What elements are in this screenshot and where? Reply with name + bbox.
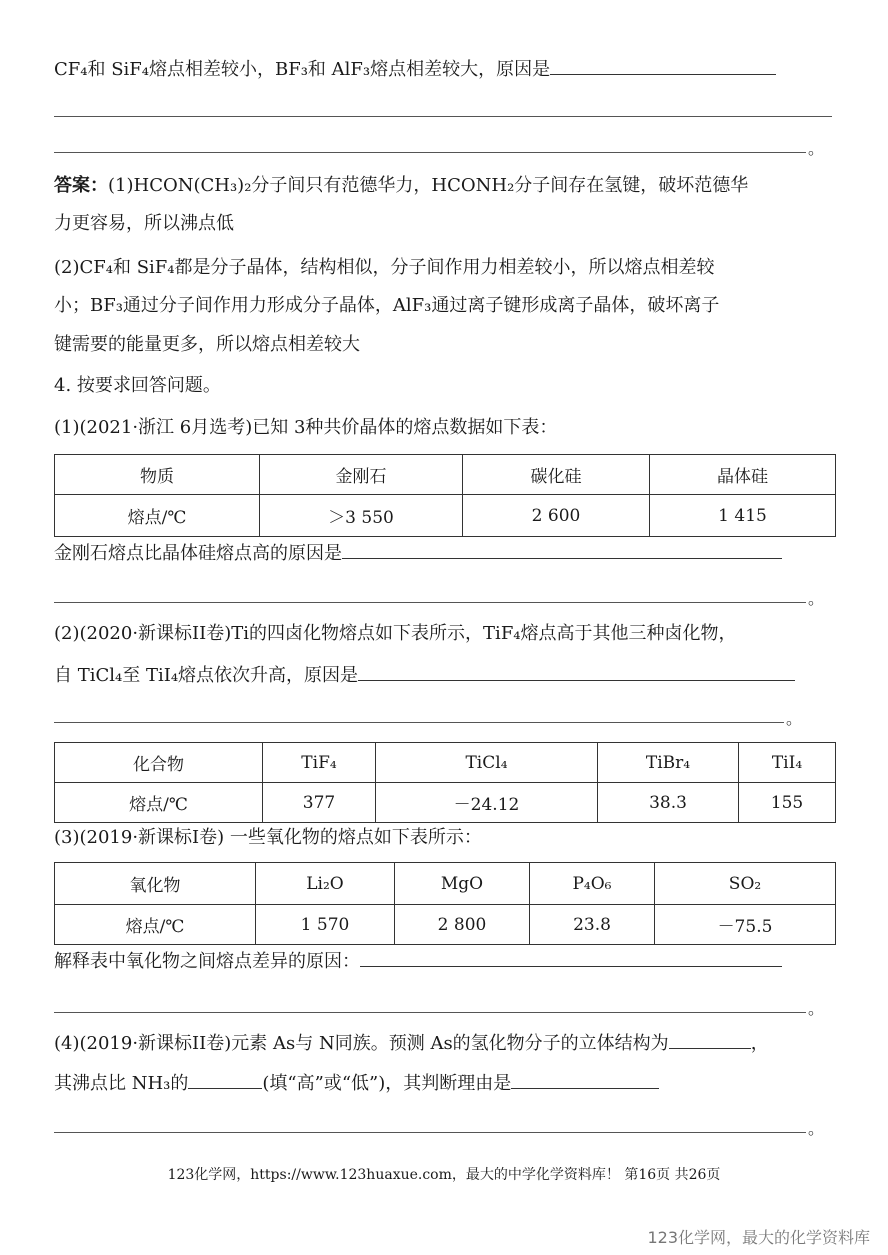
table-header-cell: 氧化物	[55, 863, 256, 905]
watermark: 123化学网，最大的化学资料库	[647, 1228, 870, 1247]
table-cell: 熔点/℃	[55, 905, 256, 945]
table-header-cell: MgO	[395, 863, 530, 905]
answer-blank[interactable]	[669, 1030, 751, 1049]
period-mark: 。	[808, 999, 825, 1018]
table-cell: 1 415	[650, 495, 836, 537]
question-text: 解释表中氧化物之间熔点差异的原因：	[54, 951, 360, 972]
covalent-crystal-table	[54, 454, 836, 537]
answer-line[interactable]	[54, 1012, 806, 1013]
question-4-title: 4. 按要求回答问题。	[54, 375, 221, 396]
table-header-cell: Li₂O	[256, 863, 395, 905]
q4-part2-question	[54, 662, 795, 688]
table-cell: ＞3 550	[260, 495, 463, 537]
table-header-cell: 晶体硅	[650, 455, 836, 495]
q4-part4-line2	[54, 1070, 659, 1096]
period-mark: 。	[808, 1119, 825, 1138]
answer-blank[interactable]	[511, 1070, 659, 1089]
table-cell: 2 800	[395, 905, 530, 945]
table-cell: 377	[263, 783, 376, 823]
question-text: 自 TiCl₄至 TiI₄熔点依次升高，原因是	[54, 665, 359, 686]
period-mark: 。	[808, 139, 825, 158]
answer-line-4: 小；BF₃通过分子间作用力形成分子晶体，AlF₃通过离子键形成离子晶体，破坏离子	[54, 295, 720, 316]
q4-part2-intro: (2)(2020·新课标II卷)Ti的四卤化物熔点如下表所示，TiF₄熔点高于其他三种卤化物，	[54, 623, 737, 644]
table-header-cell: 碳化硅	[463, 455, 650, 495]
table-cell: 155	[739, 783, 836, 823]
question-text: 金刚石熔点比晶体硅熔点高的原因是	[54, 543, 342, 564]
period-mark: 。	[786, 709, 803, 728]
question-text: (填“高”或“低”)，其判断理由是	[262, 1073, 512, 1094]
table-header-cell: 金刚石	[260, 455, 463, 495]
table-header-cell: TiI₄	[739, 743, 836, 783]
table-header-cell: 化合物	[55, 743, 263, 783]
oxide-table	[54, 862, 836, 945]
answer-blank[interactable]	[358, 662, 795, 681]
answer-line[interactable]	[54, 1132, 806, 1133]
table-header-cell: P₄O₆	[530, 863, 655, 905]
table-header-cell: TiBr₄	[598, 743, 739, 783]
answer-blank[interactable]	[550, 56, 776, 75]
table-cell: －75.5	[655, 905, 836, 945]
table-header-cell: TiCl₄	[376, 743, 598, 783]
answer-line[interactable]	[54, 152, 806, 153]
answer-line-2: 力更容易，所以沸点低	[54, 213, 234, 234]
table-header-cell: 物质	[55, 455, 260, 495]
table-header-cell: TiF₄	[263, 743, 376, 783]
table-cell: －24.12	[376, 783, 598, 823]
table-header-cell: SO₂	[655, 863, 836, 905]
q4-part3-question	[54, 948, 782, 974]
table-cell: 23.8	[530, 905, 655, 945]
question-text: (4)(2019·新课标II卷)元素 As与 N同族。预测 As的氢化物分子的立体结构为	[54, 1033, 669, 1054]
titanium-halide-table	[54, 742, 836, 823]
answer-blank[interactable]	[360, 948, 782, 967]
answer-line[interactable]	[54, 116, 832, 117]
answer-text: (1)HCON(CH₃)₂分子间只有范德华力，HCONH₂分子间存在氢键，破坏范德华	[108, 175, 749, 196]
q4-part4-line1	[54, 1030, 769, 1056]
q4-part3-intro: (3)(2019·新课标I卷) 一些氧化物的熔点如下表所示：	[54, 827, 482, 848]
table-cell: 2 600	[463, 495, 650, 537]
table-cell: 1 570	[256, 905, 395, 945]
table-cell: 熔点/℃	[55, 495, 260, 537]
question-line	[54, 56, 776, 82]
period-mark: 。	[808, 589, 825, 608]
q4-part1-question	[54, 540, 782, 566]
table-cell: 熔点/℃	[55, 783, 263, 823]
question-text: 其沸点比 NH₃的	[54, 1073, 189, 1094]
answer-line-5: 键需要的能量更多，所以熔点相差较大	[54, 334, 360, 355]
answer-line[interactable]	[54, 722, 784, 723]
answer-line[interactable]	[54, 602, 806, 603]
answer-line-1	[54, 174, 748, 198]
table-cell: 38.3	[598, 783, 739, 823]
page-footer: 123化学网，https://www.123huaxue.com，最大的中学化学资料库！ 第16页 共26页	[167, 1167, 721, 1183]
comma: ，	[750, 1033, 769, 1054]
q4-part1-intro: (1)(2021·浙江 6月选考)已知 3种共价晶体的熔点数据如下表：	[54, 417, 558, 438]
answer-line-3: (2)CF₄和 SiF₄都是分子晶体，结构相似，分子间作用力相差较小，所以熔点相差较	[54, 257, 715, 278]
answer-blank[interactable]	[188, 1070, 262, 1089]
question-text: CF₄和 SiF₄熔点相差较小，BF₃和 AlF₃熔点相差较大，原因是	[54, 59, 551, 80]
answer-blank[interactable]	[342, 540, 782, 559]
answer-label: 答案：	[54, 175, 108, 196]
